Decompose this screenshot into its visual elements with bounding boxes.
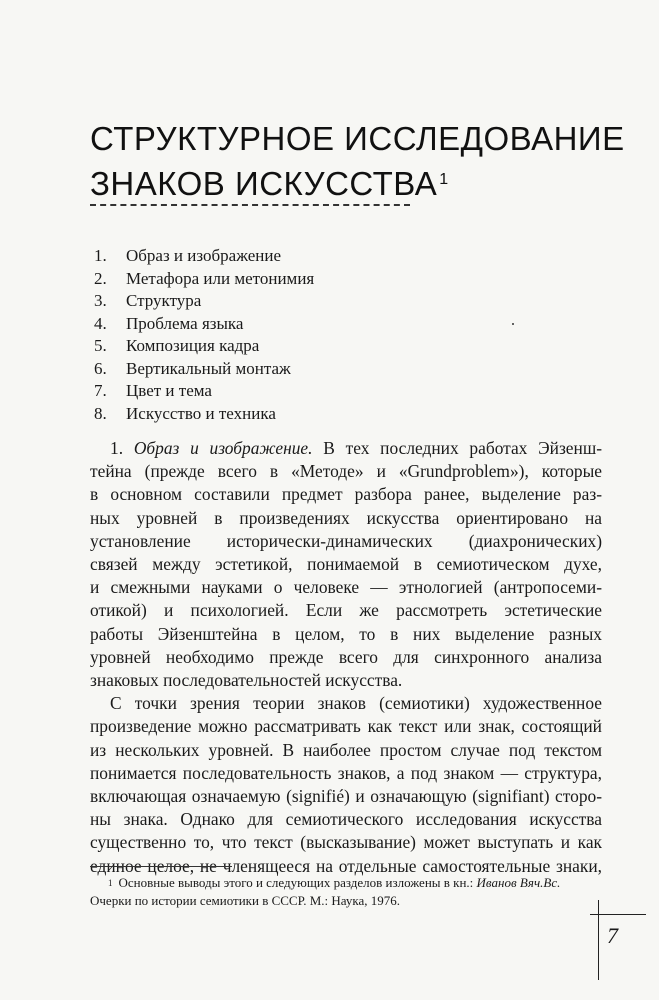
section-title: Проблема языка <box>126 313 244 333</box>
section-number: 3. <box>94 291 107 310</box>
chapter-heading <box>90 116 625 206</box>
paragraph-line: понимается последовательность знаков, а под знаком — структура, <box>90 762 602 783</box>
paragraph-line <box>90 437 602 460</box>
heading-footnote-mark[interactable]: 1 <box>439 171 449 188</box>
section-number: 2. <box>94 268 107 288</box>
section-number: 4. <box>94 313 107 333</box>
chapter-heading-line-1: СТРУКТУРНОЕ ИССЛЕДОВАНИЕ <box>90 120 625 157</box>
corner-mark-vertical <box>598 900 599 980</box>
footnote-text: Основные выводы этого и следующих разделов изложены в кн.: <box>118 875 477 890</box>
paragraph-line: включающая означаемую (signifié) и означающую (signifiant) сторо- <box>90 786 602 807</box>
paragraph-line: работы Эйзенштейна в целом, то в них выделение разных <box>90 623 602 644</box>
section-title: Вертикальный монтаж <box>126 358 291 378</box>
section-number: 7. <box>94 381 107 400</box>
chapter-heading-line-2-text: ЗНАКОВ ИСКУССТВА <box>90 165 438 202</box>
page-number: 7 <box>607 923 618 948</box>
body-text <box>90 437 602 878</box>
paragraph-line: знаковых последовательностей искусства. <box>90 670 403 691</box>
paragraph-line: связей между эстетикой, понимаемой в семиотическом духе, <box>90 554 602 575</box>
paragraph-line: ных уровней в произведениях искусства ориентировано на <box>90 507 602 528</box>
paragraph-line: и смежными науками о человеке — этнологией (антропосеми- <box>90 577 602 598</box>
footnote-rule <box>90 866 232 867</box>
footnote-author: Иванов Вяч.Вс. <box>476 875 561 890</box>
paragraph-line: отикой) и психологией. Если же рассмотреть эстетические <box>90 600 602 621</box>
paragraph-text: В тех последних работах Эйзенш- <box>312 438 603 458</box>
paragraph-line: произведение можно рассматривать как текст или знак, состоящий <box>90 716 602 737</box>
footnote-line: Очерки по истории семиотики в СССР. М.: Наука, 1976. <box>90 893 401 908</box>
paragraph-line: уровней необходимо прежде всего для синхронного анализа <box>90 646 602 667</box>
section-list-item <box>94 403 314 426</box>
section-list <box>94 245 314 425</box>
paragraph-line: существенно то, что текст (высказывание) может выступать и как <box>90 832 602 853</box>
section-number: 6. <box>94 358 107 378</box>
section-title: Структура <box>126 291 202 310</box>
footnote-line <box>90 874 602 892</box>
section-number: 5. <box>94 336 107 355</box>
paragraph-line: тейна (прежде всего в «Методе» и «Grundproblem»), которые <box>90 461 602 482</box>
section-title: Искусство и техника <box>126 403 276 423</box>
section-list-item <box>94 313 314 336</box>
section-list-item <box>94 268 314 291</box>
section-title: Композиция кадра <box>126 336 260 355</box>
section-title: Метафора или метонимия <box>126 268 315 288</box>
footnote-mark: 1 <box>108 878 113 888</box>
paragraph-line: С точки зрения теории знаков (семиотики) художественное <box>110 693 602 714</box>
section-list-item <box>94 245 314 268</box>
paragraph-line: из нескольких уровней. В наиболее простом случае под текстом <box>90 739 602 760</box>
paragraph-line: в основном составили предмет разбора ранее, выделение раз- <box>90 484 602 505</box>
section-number: 8. <box>94 403 107 423</box>
heading-dashed-rule <box>90 204 410 206</box>
print-speck <box>512 323 514 325</box>
section-list-item <box>94 358 314 381</box>
section-title: Образ и изображение <box>126 246 282 265</box>
chapter-heading-line-2 <box>90 161 610 206</box>
section-list-item <box>94 380 314 403</box>
paragraph-line: единое целое, не членящееся на отдельные самостоятельные знаки, <box>90 855 602 876</box>
section-number: 1. <box>94 246 107 265</box>
section-title: Цвет и тема <box>126 381 212 400</box>
section-list-item <box>94 335 314 358</box>
section-list-item <box>94 290 314 313</box>
section-num-inline: 1. <box>110 438 134 458</box>
paragraph-line: установление исторически-динамических (диахронических) <box>90 530 602 551</box>
section-title-inline: Образ и изображение. <box>133 438 313 458</box>
footnote <box>90 874 602 910</box>
paragraph-line: ны знака. Однако для семиотического исследования искусства <box>90 809 602 830</box>
